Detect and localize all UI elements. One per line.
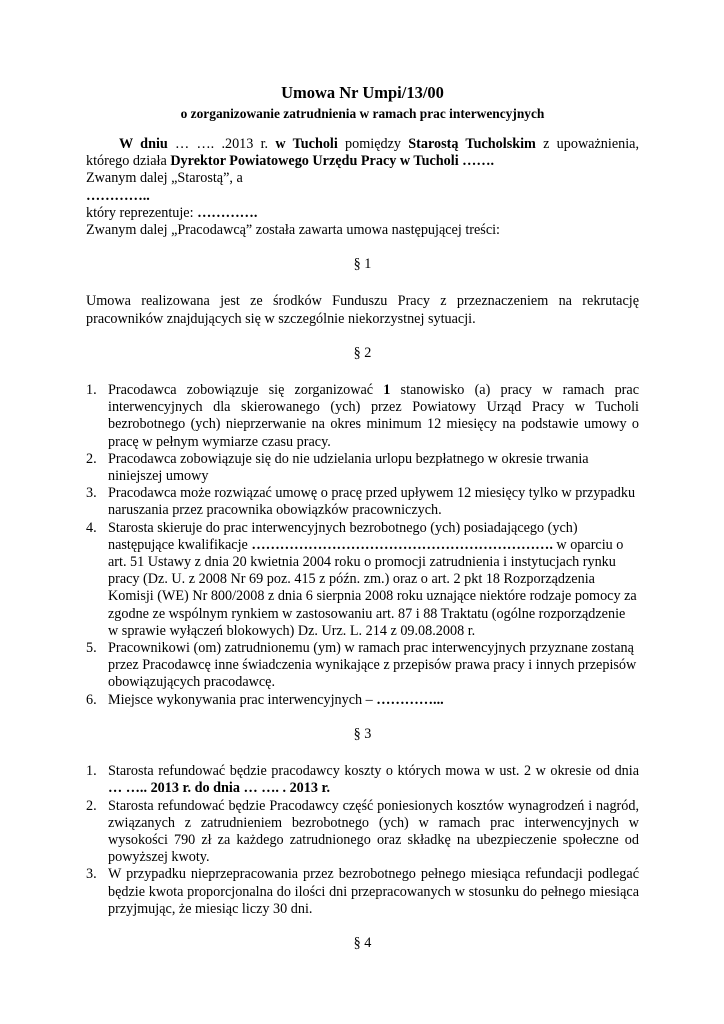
item-number: 1. bbox=[86, 382, 97, 399]
section-1-text: Umowa realizowana jest ze środków Funduszu Pracy z przeznaczeniem na rekrutację pracowników znajdujących się w szczególnie niekorzystnej sytuacji. bbox=[86, 293, 639, 327]
item-text: Pracodawca zobowiązuje się do nie udzielania urlopu bezpłatnego w okresie trwania niniejszej umowy bbox=[108, 450, 589, 485]
employer-placeholder: ………….. bbox=[86, 187, 150, 204]
item-number: 2. bbox=[86, 450, 97, 467]
item-text: Starosta skieruje do prac interwencyjnych bezrobotnego (ych) posiadającego (ych) następujące kwalifikacje bbox=[108, 519, 578, 553]
intro-date: … …. .2013 r. bbox=[167, 136, 276, 152]
item-text: Starosta refundować będzie pracodawcy koszty o których mowa w ust. 2 w okresie od dnia bbox=[108, 763, 639, 780]
item-number: 4. bbox=[86, 519, 97, 536]
intro-paragraph bbox=[86, 136, 639, 170]
intro-line-employer: Zwanym dalej „Pracodawcą” została zawarta umowa następującej treści: bbox=[86, 222, 500, 239]
intro-line-starosta: Zwanym dalej „Starostą”, a bbox=[86, 170, 243, 187]
item-text: w oparciu o art. 51 Ustawy z dnia 20 kwietnia 2004 roku o promocji zatrudnienia i instytucjach rynku pracy (Dz. U. z 2008 Nr 69 poz. 415 z późn. zm.) oraz o art. 2 pkt 18 Rozporządzenia Komisji (WE) Nr 800/2008 z dnia 6 sierpnia 2008 roku uznające niektóre rodzaje pomocy za zgodne ze wspólnym rynkiem w zastosowaniu art. 87 i 88 Traktatu (ogólne rozporządzenie w sprawie wyłączeń blokowych) Dz. Urz. L. 214 z 09.08.2008 r. bbox=[108, 536, 637, 639]
item-number: 3. bbox=[86, 485, 97, 502]
intro-place: w Tucholi bbox=[275, 136, 338, 152]
document-page bbox=[86, 84, 639, 972]
intro-party-starosta: Starostą Tucholskim bbox=[408, 136, 536, 152]
section-4-heading: § 4 bbox=[353, 934, 372, 951]
item-text: Pracodawca zobowiązuje się zorganizować bbox=[108, 382, 384, 399]
intro-text: pomiędzy bbox=[337, 136, 409, 152]
item-text: stanowisko (a) pracy w ramach prac interwencyjnych dla skierowanego (ych) przez Powiatowy Urząd Pracy w Tucholi bezrobotnego (ych) nieprzerwanie na okres minimum 12 miesięcy na podstawie umowy o pracę w pełnym wymiarze czasu pracy. bbox=[108, 382, 639, 450]
document-subtitle: o zorganizowanie zatrudnienia w ramach prac interwencyjnych bbox=[180, 106, 545, 121]
list-item bbox=[86, 640, 639, 692]
document-title: Umowa Nr Umpi/13/00 bbox=[281, 83, 444, 102]
item-bold: ………………………………………………………. bbox=[251, 536, 553, 553]
item-number: 5. bbox=[86, 640, 97, 657]
item-bold: 1 bbox=[383, 382, 391, 399]
section-2-heading: § 2 bbox=[353, 344, 372, 361]
item-number: 2. bbox=[86, 797, 97, 814]
item-text: Starosta refundować będzie Pracodawcy część poniesionych kosztów wynagrodzeń i nagród, związanych z zatrudnieniem bezrobotnego (ych) w ramach prac interwencyjnych w wysokości 790 zł za każdego zatrudnionego oraz składkę na ubezpieczenie społeczne od powyższej kwoty. bbox=[108, 797, 639, 866]
list-item bbox=[86, 451, 639, 485]
list-item bbox=[86, 798, 639, 867]
intro-text: z upoważnienia, którego działa bbox=[86, 136, 639, 170]
item-number: 1. bbox=[86, 763, 97, 780]
item-text: W przypadku nieprzepracowania przez bezrobotnego pełnego miesiąca refundacji podlegać będzie kwota proporcjonalna do ilości dni przepracowanych w stosunku do pełnego miesiąca przyjmując, że miesiąc liczy 30 dni. bbox=[108, 866, 639, 917]
representative-placeholder: …………. bbox=[197, 204, 258, 221]
item-bold: … ….. 2013 r. do dnia … …. . 2013 r. bbox=[108, 780, 331, 797]
item-text: Pracownikowi (om) zatrudnionemu (ym) w ramach prac interwencyjnych przyznane zostaną przez Pracodawcę inne świadczenia wynikające z przepisów prawa pracy i innych przepisów obowiązujących pracodawcę. bbox=[108, 640, 637, 691]
item-text: Pracodawca może rozwiązać umowę o pracę przed upływem 12 miesięcy tylko w przypadku naruszania przez pracownika obowiązków pracowniczych. bbox=[108, 485, 636, 519]
intro-line-representative bbox=[86, 205, 639, 222]
section-3-list bbox=[86, 763, 639, 918]
item-bold: …………... bbox=[376, 691, 444, 708]
intro-party-director: Dyrektor Powiatowego Urzędu Pracy w Tucholi ……. bbox=[170, 153, 495, 170]
section-2-list bbox=[86, 382, 639, 709]
list-item bbox=[86, 382, 639, 451]
list-item bbox=[86, 520, 639, 640]
representative-label: który reprezentuje: bbox=[86, 204, 198, 221]
item-text: Miejsce wykonywania prac interwencyjnych – bbox=[108, 691, 377, 708]
item-number: 6. bbox=[86, 691, 97, 708]
intro-line-blank bbox=[86, 188, 639, 205]
intro-date-label: W dniu bbox=[119, 136, 168, 152]
list-item bbox=[86, 763, 639, 797]
section-1-heading: § 1 bbox=[353, 256, 372, 273]
list-item bbox=[86, 866, 639, 918]
list-item bbox=[86, 692, 639, 709]
list-item bbox=[86, 485, 639, 519]
section-3-heading: § 3 bbox=[353, 725, 372, 742]
item-number: 3. bbox=[86, 866, 97, 883]
